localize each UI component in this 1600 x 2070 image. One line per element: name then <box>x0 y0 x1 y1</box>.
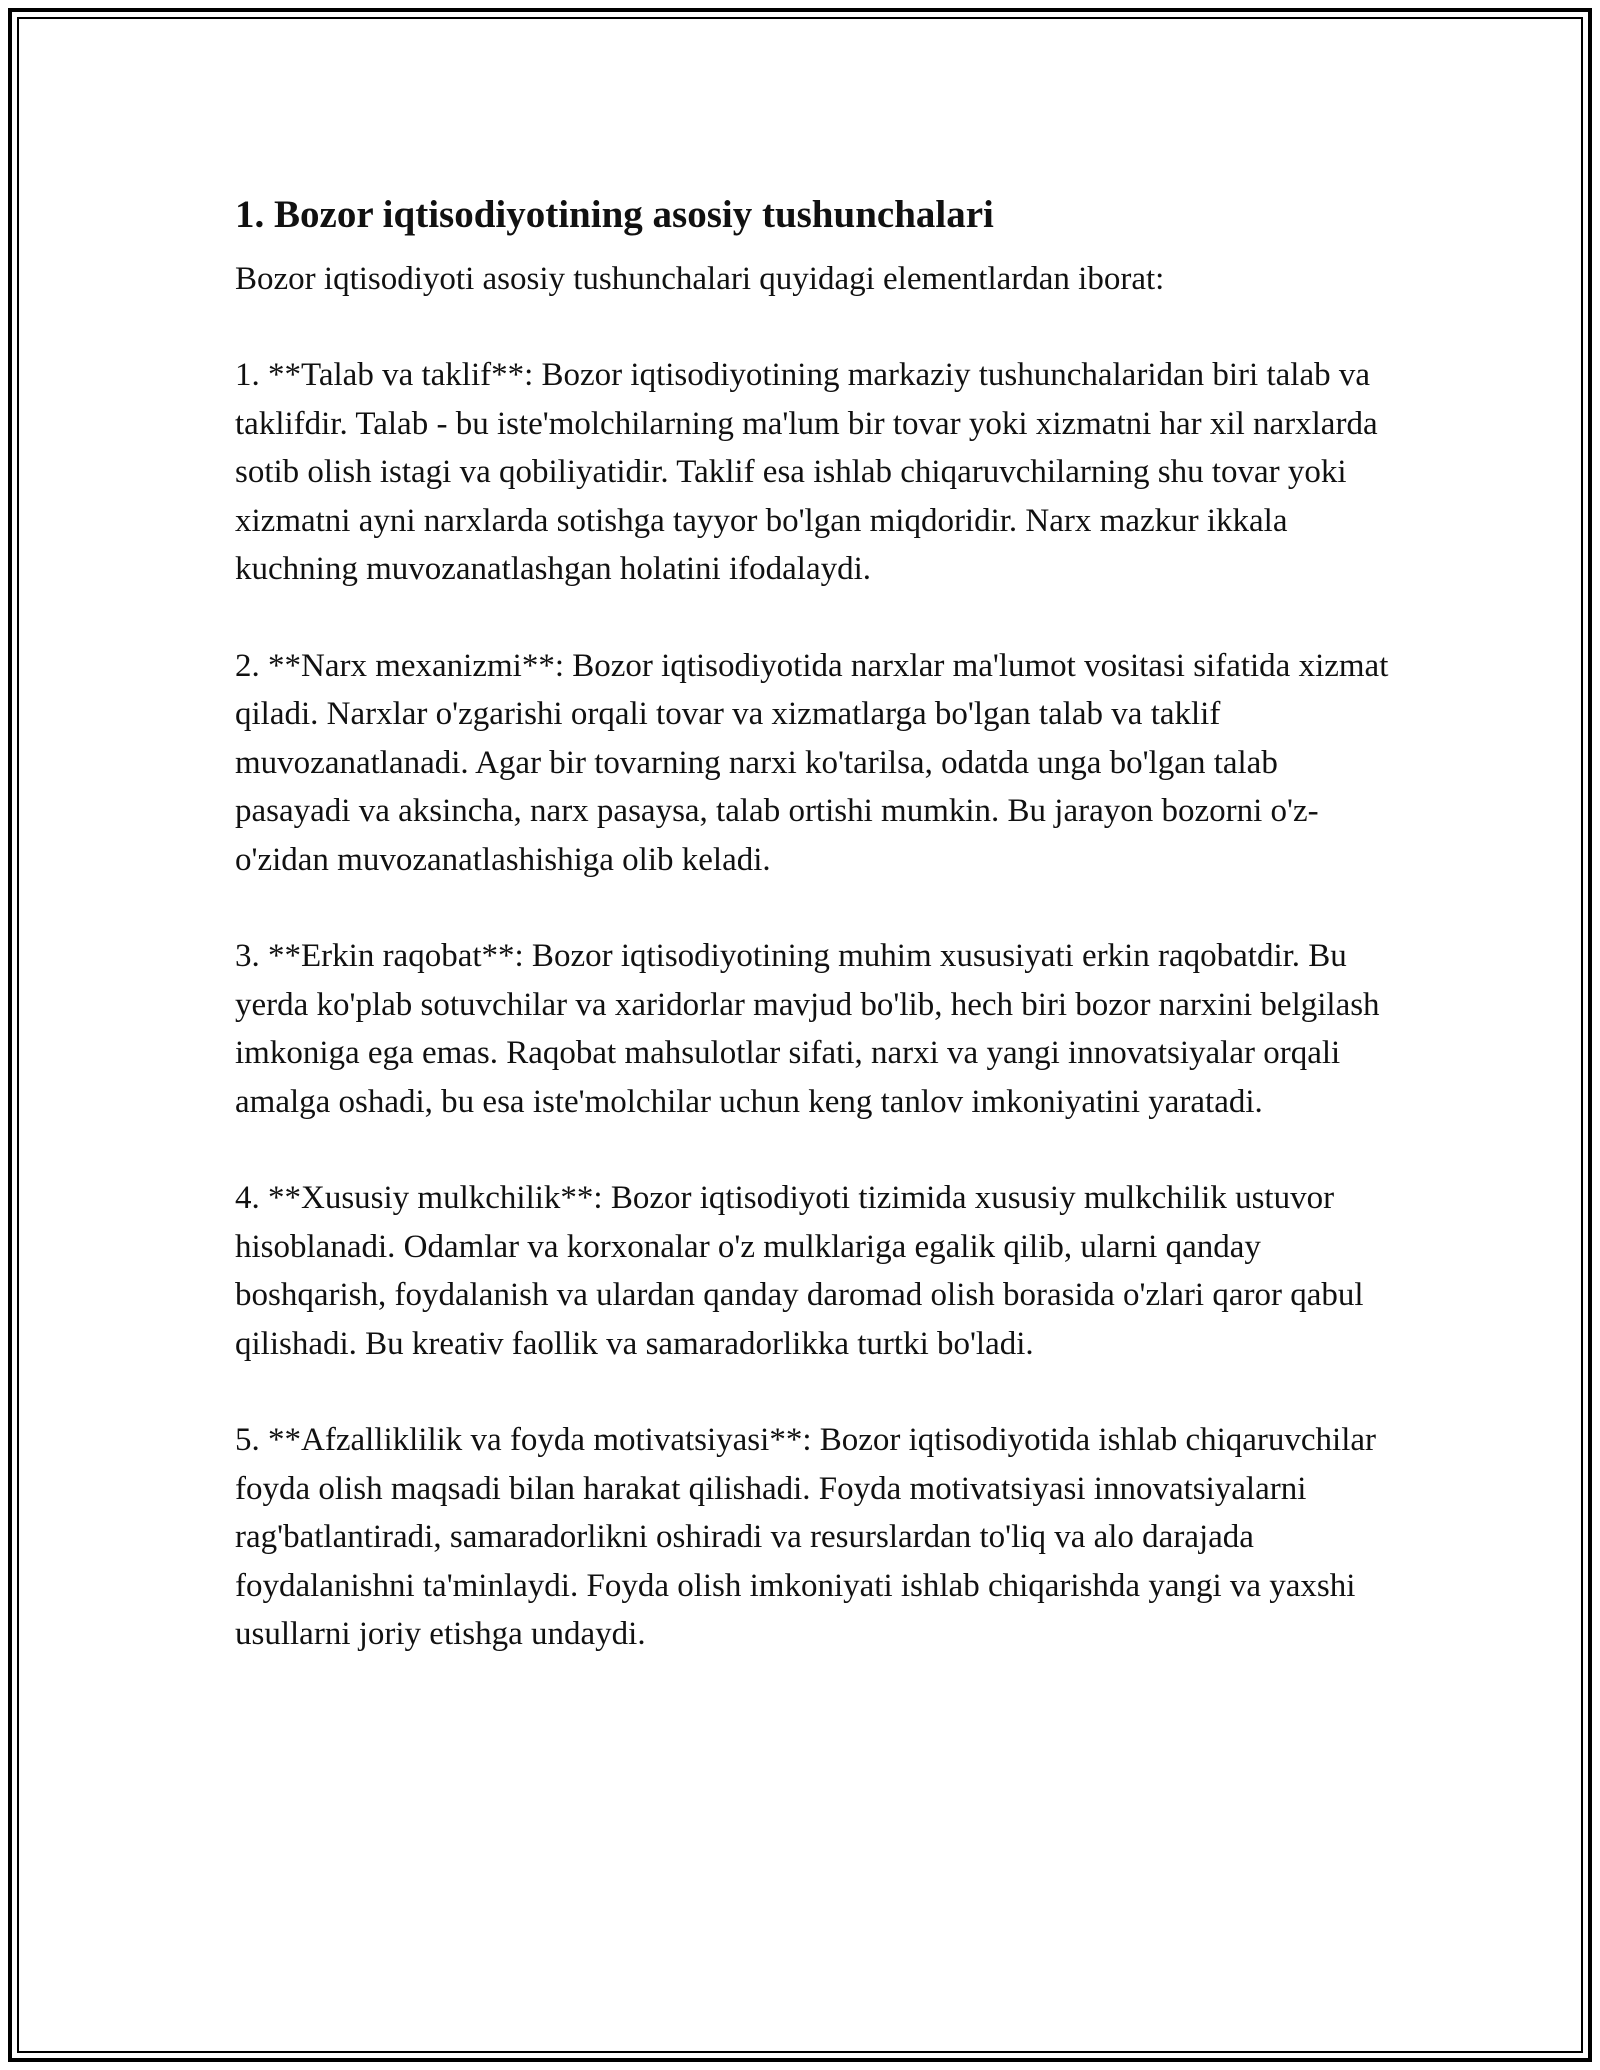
list-item-narx-mexanizmi: 2. **Narx mexanizmi**: Bozor iqtisodiyotida narxlar ma'lumot vositasi sifatida xizmat qiladi. Narxlar o'zgarishi orqali tovar va xizmatlarga bo'lgan talab va taklif muvozanatlanadi. Agar bir tovarning narxi ko'tarilsa, odatda unga bo'lgan talab pasayadi va aksincha, narx pasaysa, talab ortishi mumkin. Bu jarayon bozorni o'z-o'zidan muvozanatlashishiga olib keladi. <box>235 647 1389 878</box>
page-title: 1. Bozor iqtisodiyotining asosiy tushunchalari <box>235 193 994 236</box>
document-content <box>235 185 1395 1659</box>
list-item-talab-va-taklif: 1. **Talab va taklif**: Bozor iqtisodiyotining markaziy tushunchalaridan biri talab va taklifdir. Talab - bu iste'molchilarning ma'lum bir tovar yoki xizmatni har xil narxlarda sotib olish istagi va qobiliyatidir. Taklif esa ishlab chiqaruvchilarning shu tovar yoki xizmatni ayni narxlarda sotishga tayyor bo'lgan miqdoridir. Narx mazkur ikkala kuchning muvozanatlashgan holatini ifodalaydi. <box>235 357 1378 587</box>
list-item-erkin-raqobat: 3. **Erkin raqobat**: Bozor iqtisodiyotining muhim xususiyati erkin raqobatdir. Bu yerda ko'plab sotuvchilar va xaridorlar mavjud bo'lib, hech biri bozor narxini belgilash imkoniga ega emas. Raqobat mahsulotlar sifati, narxi va yangi innovatsiyalar orqali amalga oshadi, bu esa iste'molchilar uchun keng tanlov imkoniyatini yaratadi. <box>235 938 1380 1120</box>
intro-paragraph: Bozor iqtisodiyoti asosiy tushunchalari quyidagi elementlardan iborat: <box>235 261 1165 297</box>
list-item-xususiy-mulkchilik: 4. **Xususiy mulkchilik**: Bozor iqtisodiyoti tizimida xususiy mulkchilik ustuvor hisoblanadi. Odamlar va korxonalar o'z mulklariga egalik qilib, ularni qanday boshqarish, foydalanish va ulardan qanday daromad olish borasida o'zlari qaror qabul qilishadi. Bu kreativ faollik va samaradorlikka turtki bo'ladi. <box>235 1180 1364 1362</box>
list-item-foyda-motivatsiyasi: 5. **Afzalliklilik va foyda motivatsiyasi**: Bozor iqtisodiyotida ishlab chiqaruvchilar foyda olish maqsadi bilan harakat qilishadi. Foyda motivatsiyasi innovatsiyalarni rag'batlantiradi, samaradorlikni oshiradi va resurslardan to'liq va alo darajada foydalanishni ta'minlaydi. Foyda olish imkoniyati ishlab chiqarishda yangi va yaxshi usullarni joriy etishga undaydi. <box>235 1422 1377 1652</box>
